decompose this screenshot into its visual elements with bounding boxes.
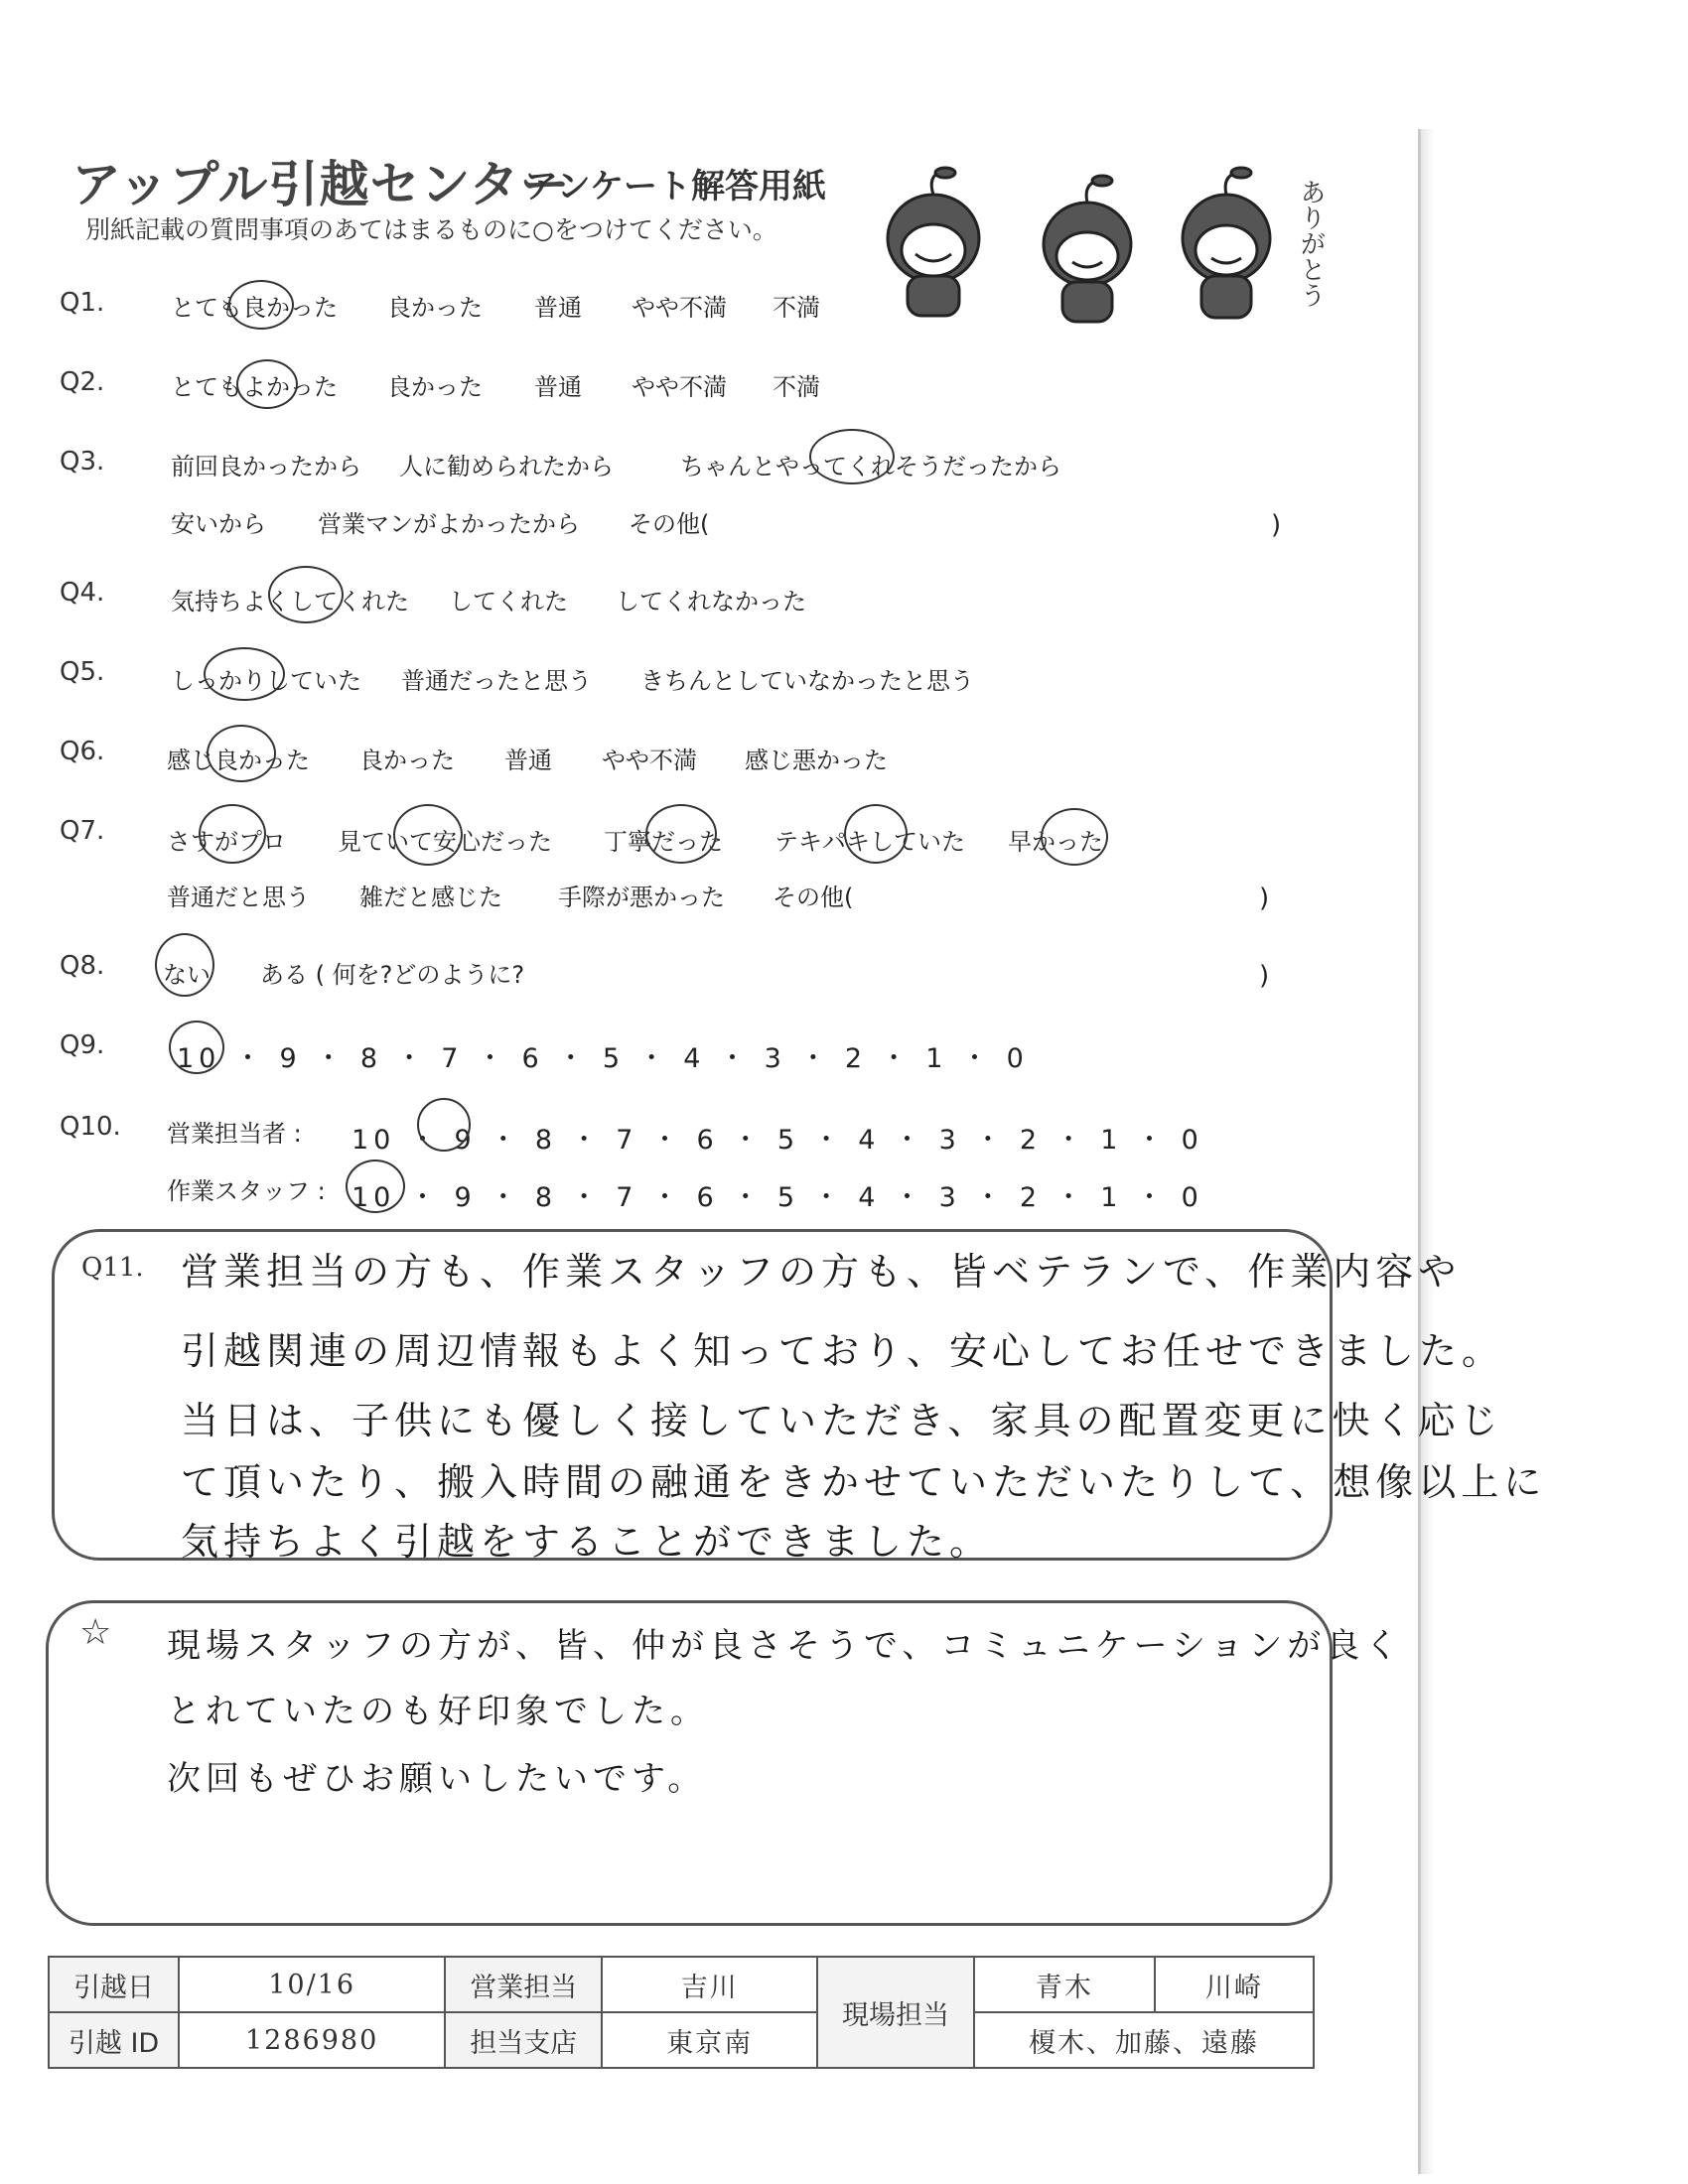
move-id-label: 引越 ID (49, 2012, 179, 2068)
q11-answer-line-5: 気持ちよく引越をすることができました。 (181, 1520, 993, 1564)
q2-option-2[interactable]: 良かった (387, 373, 483, 401)
site-value-3[interactable]: 榎木、加藤、遠藤 (974, 2012, 1314, 2068)
q10-sales-scale[interactable]: 10 ・ 9 ・ 8 ・ 7 ・ 6 ・ 5 ・ 4 ・ 3 ・ 2 ・ 1 ・ 0 (352, 1125, 1203, 1156)
q6-option-3[interactable]: 普通 (504, 747, 552, 774)
q7-option-2[interactable]: 見ていて安心だった (338, 828, 552, 856)
q9-label: Q9. (60, 1030, 105, 1060)
q10-sales-label: 営業担当者 : (167, 1120, 302, 1148)
q3-option-2[interactable]: 人に勧められたから (399, 453, 614, 480)
q8-label: Q8. (60, 951, 105, 981)
q1-option-1[interactable]: とても良かった (171, 294, 338, 322)
footer-table (48, 1956, 1315, 2069)
q6-option-1[interactable]: 感じ良かった (167, 747, 310, 774)
q2-selection-circle (236, 359, 298, 409)
q7-option-6[interactable]: 普通だと思う (167, 884, 310, 911)
q8-close-paren: ) (1259, 961, 1270, 991)
q10-sales-selection-circle (417, 1098, 471, 1152)
sales-value[interactable]: 吉川 (602, 1957, 817, 2012)
sales-label: 営業担当 (445, 1957, 602, 2012)
q2-option-5[interactable]: 不満 (773, 373, 820, 401)
comment-line-1: 現場スタッフの方が、皆、仲が良さそうで、コミュニケーションが良く (167, 1626, 1404, 1666)
site-label: 現場担当 (817, 1957, 974, 2068)
star-icon: ☆ (79, 1612, 112, 1653)
q5-selection-circle (204, 647, 285, 701)
company-title: アップル引越センター (71, 156, 571, 213)
move-id-value[interactable]: 1286980 (179, 2012, 445, 2068)
q6-option-2[interactable]: 良かった (359, 747, 455, 774)
q6-option-4[interactable]: やや不満 (602, 747, 697, 774)
mascot-2 (1044, 176, 1131, 322)
q11-answer-line-3: 当日は、子供にも優しく接していただき、家具の配置変更に快く応じ (181, 1399, 1503, 1442)
mascot-1 (888, 168, 979, 316)
q10-staff-scale[interactable]: 10 ・ 9 ・ 8 ・ 7 ・ 6 ・ 5 ・ 4 ・ 3 ・ 2 ・ 1 ・ 0 (352, 1182, 1203, 1213)
q2-label: Q2. (60, 367, 105, 397)
q4-option-3[interactable]: してくれなかった (616, 588, 806, 615)
q1-option-4[interactable]: やや不満 (632, 294, 727, 322)
mascot-caption: ありがとう (1296, 179, 1326, 308)
q7-label: Q7. (60, 816, 105, 846)
q7-close-paren: ) (1259, 884, 1270, 913)
q1-option-3[interactable]: 普通 (534, 294, 582, 322)
q3-option-1[interactable]: 前回良かったから (171, 453, 361, 480)
q4-option-1[interactable]: 気持ちよくしてくれた (171, 588, 409, 615)
q3-option-3[interactable]: ちゃんとやってくれそうだったから (680, 453, 1061, 480)
q11-answer-line-1: 営業担当の方も、作業スタッフの方も、皆ベテランで、作業内容や (181, 1250, 1462, 1294)
form-subtitle: アンケート解答用紙 (524, 167, 826, 206)
q11-answer-line-2: 引越関連の周辺情報もよく知っており、安心してお任せできました。 (181, 1329, 1505, 1373)
q3-option-5[interactable]: 営業マンがよかったから (318, 510, 580, 538)
q6-option-5[interactable]: 感じ悪かった (745, 747, 888, 774)
q3-label: Q3. (60, 447, 105, 477)
q7-selection-circle-1 (199, 804, 266, 864)
q7-selection-circle-5 (1041, 808, 1108, 866)
q8-option-some[interactable]: ある ( 何を?どのように? (260, 961, 525, 989)
q8-option-none[interactable]: ない (163, 961, 211, 989)
q7-option-5[interactable]: 早かった (1008, 828, 1103, 856)
q10-staff-selection-circle (346, 1160, 405, 1213)
q3-option-4[interactable]: 安いから (171, 510, 266, 538)
sheet-edge (1418, 129, 1435, 2174)
q1-selection-circle (228, 280, 294, 330)
move-date-label: 引越日 (49, 1957, 179, 2012)
q1-option-5[interactable]: 不満 (773, 294, 820, 322)
q2-option-4[interactable]: やや不満 (632, 373, 727, 401)
q7-selection-circle-4 (844, 804, 908, 864)
q5-option-2[interactable]: 普通だったと思う (401, 667, 592, 695)
instruction-text: 別紙記載の質問事項のあてはまるものに○をつけてください。 (85, 215, 777, 244)
q3-option-other[interactable]: その他( (629, 510, 710, 538)
mascot-illustration (874, 159, 1340, 338)
q7-option-8[interactable]: 手際が悪かった (558, 884, 725, 911)
q11-label: Q11. (81, 1253, 144, 1283)
q5-label: Q5. (60, 657, 105, 687)
q5-option-3[interactable]: きちんとしていなかったと思う (640, 667, 974, 695)
site-value-1[interactable]: 青木 (974, 1957, 1155, 2012)
q7-option-3[interactable]: 丁寧だった (604, 828, 723, 856)
q4-option-2[interactable]: してくれた (449, 588, 568, 615)
q10-staff-label: 作業スタッフ : (167, 1177, 326, 1205)
q2-option-3[interactable]: 普通 (534, 373, 582, 401)
branch-value[interactable]: 東京南 (602, 2012, 817, 2068)
q7-option-7[interactable]: 雑だと感じた (359, 884, 502, 911)
q7-option-4[interactable]: テキパキしていた (774, 828, 965, 856)
comment-line-2: とれていたのも好印象でした。 (167, 1692, 709, 1731)
branch-label: 担当支店 (445, 2012, 602, 2068)
q7-option-1[interactable]: さすがプロ (167, 828, 286, 856)
q6-selection-circle (207, 725, 276, 782)
q8-selection-circle (155, 933, 214, 997)
q7-selection-circle-3 (645, 804, 717, 864)
q3-close-paren: ) (1271, 510, 1282, 540)
q7-option-other[interactable]: その他( (773, 884, 854, 911)
move-date-value[interactable]: 10/16 (179, 1957, 445, 2012)
q5-option-1[interactable]: しっかりしていた (171, 667, 361, 695)
q9-selection-circle (169, 1021, 224, 1074)
q7-selection-circle-2 (393, 804, 463, 866)
q4-selection-circle (268, 566, 344, 623)
q2-option-1[interactable]: とてもよかった (171, 373, 338, 401)
q1-label: Q1. (60, 288, 105, 318)
q1-option-2[interactable]: 良かった (387, 294, 483, 322)
q9-scale[interactable]: 10 ・ 9 ・ 8 ・ 7 ・ 6 ・ 5 ・ 4 ・ 3 ・ 2 ・ 1 ・ 0 (177, 1043, 1029, 1074)
site-value-2[interactable]: 川崎 (1155, 1957, 1314, 2012)
q6-label: Q6. (60, 737, 105, 766)
mascot-3 (1183, 168, 1270, 318)
q4-label: Q4. (60, 578, 105, 608)
q10-label: Q10. (60, 1112, 121, 1142)
comment-line-3: 次回もぜひお願いしたいです。 (167, 1759, 707, 1799)
q11-answer-line-4: て頂いたり、搬入時間の融通をきかせていただいたりして、想像以上に (181, 1460, 1547, 1504)
q3-selection-circle (809, 429, 895, 484)
